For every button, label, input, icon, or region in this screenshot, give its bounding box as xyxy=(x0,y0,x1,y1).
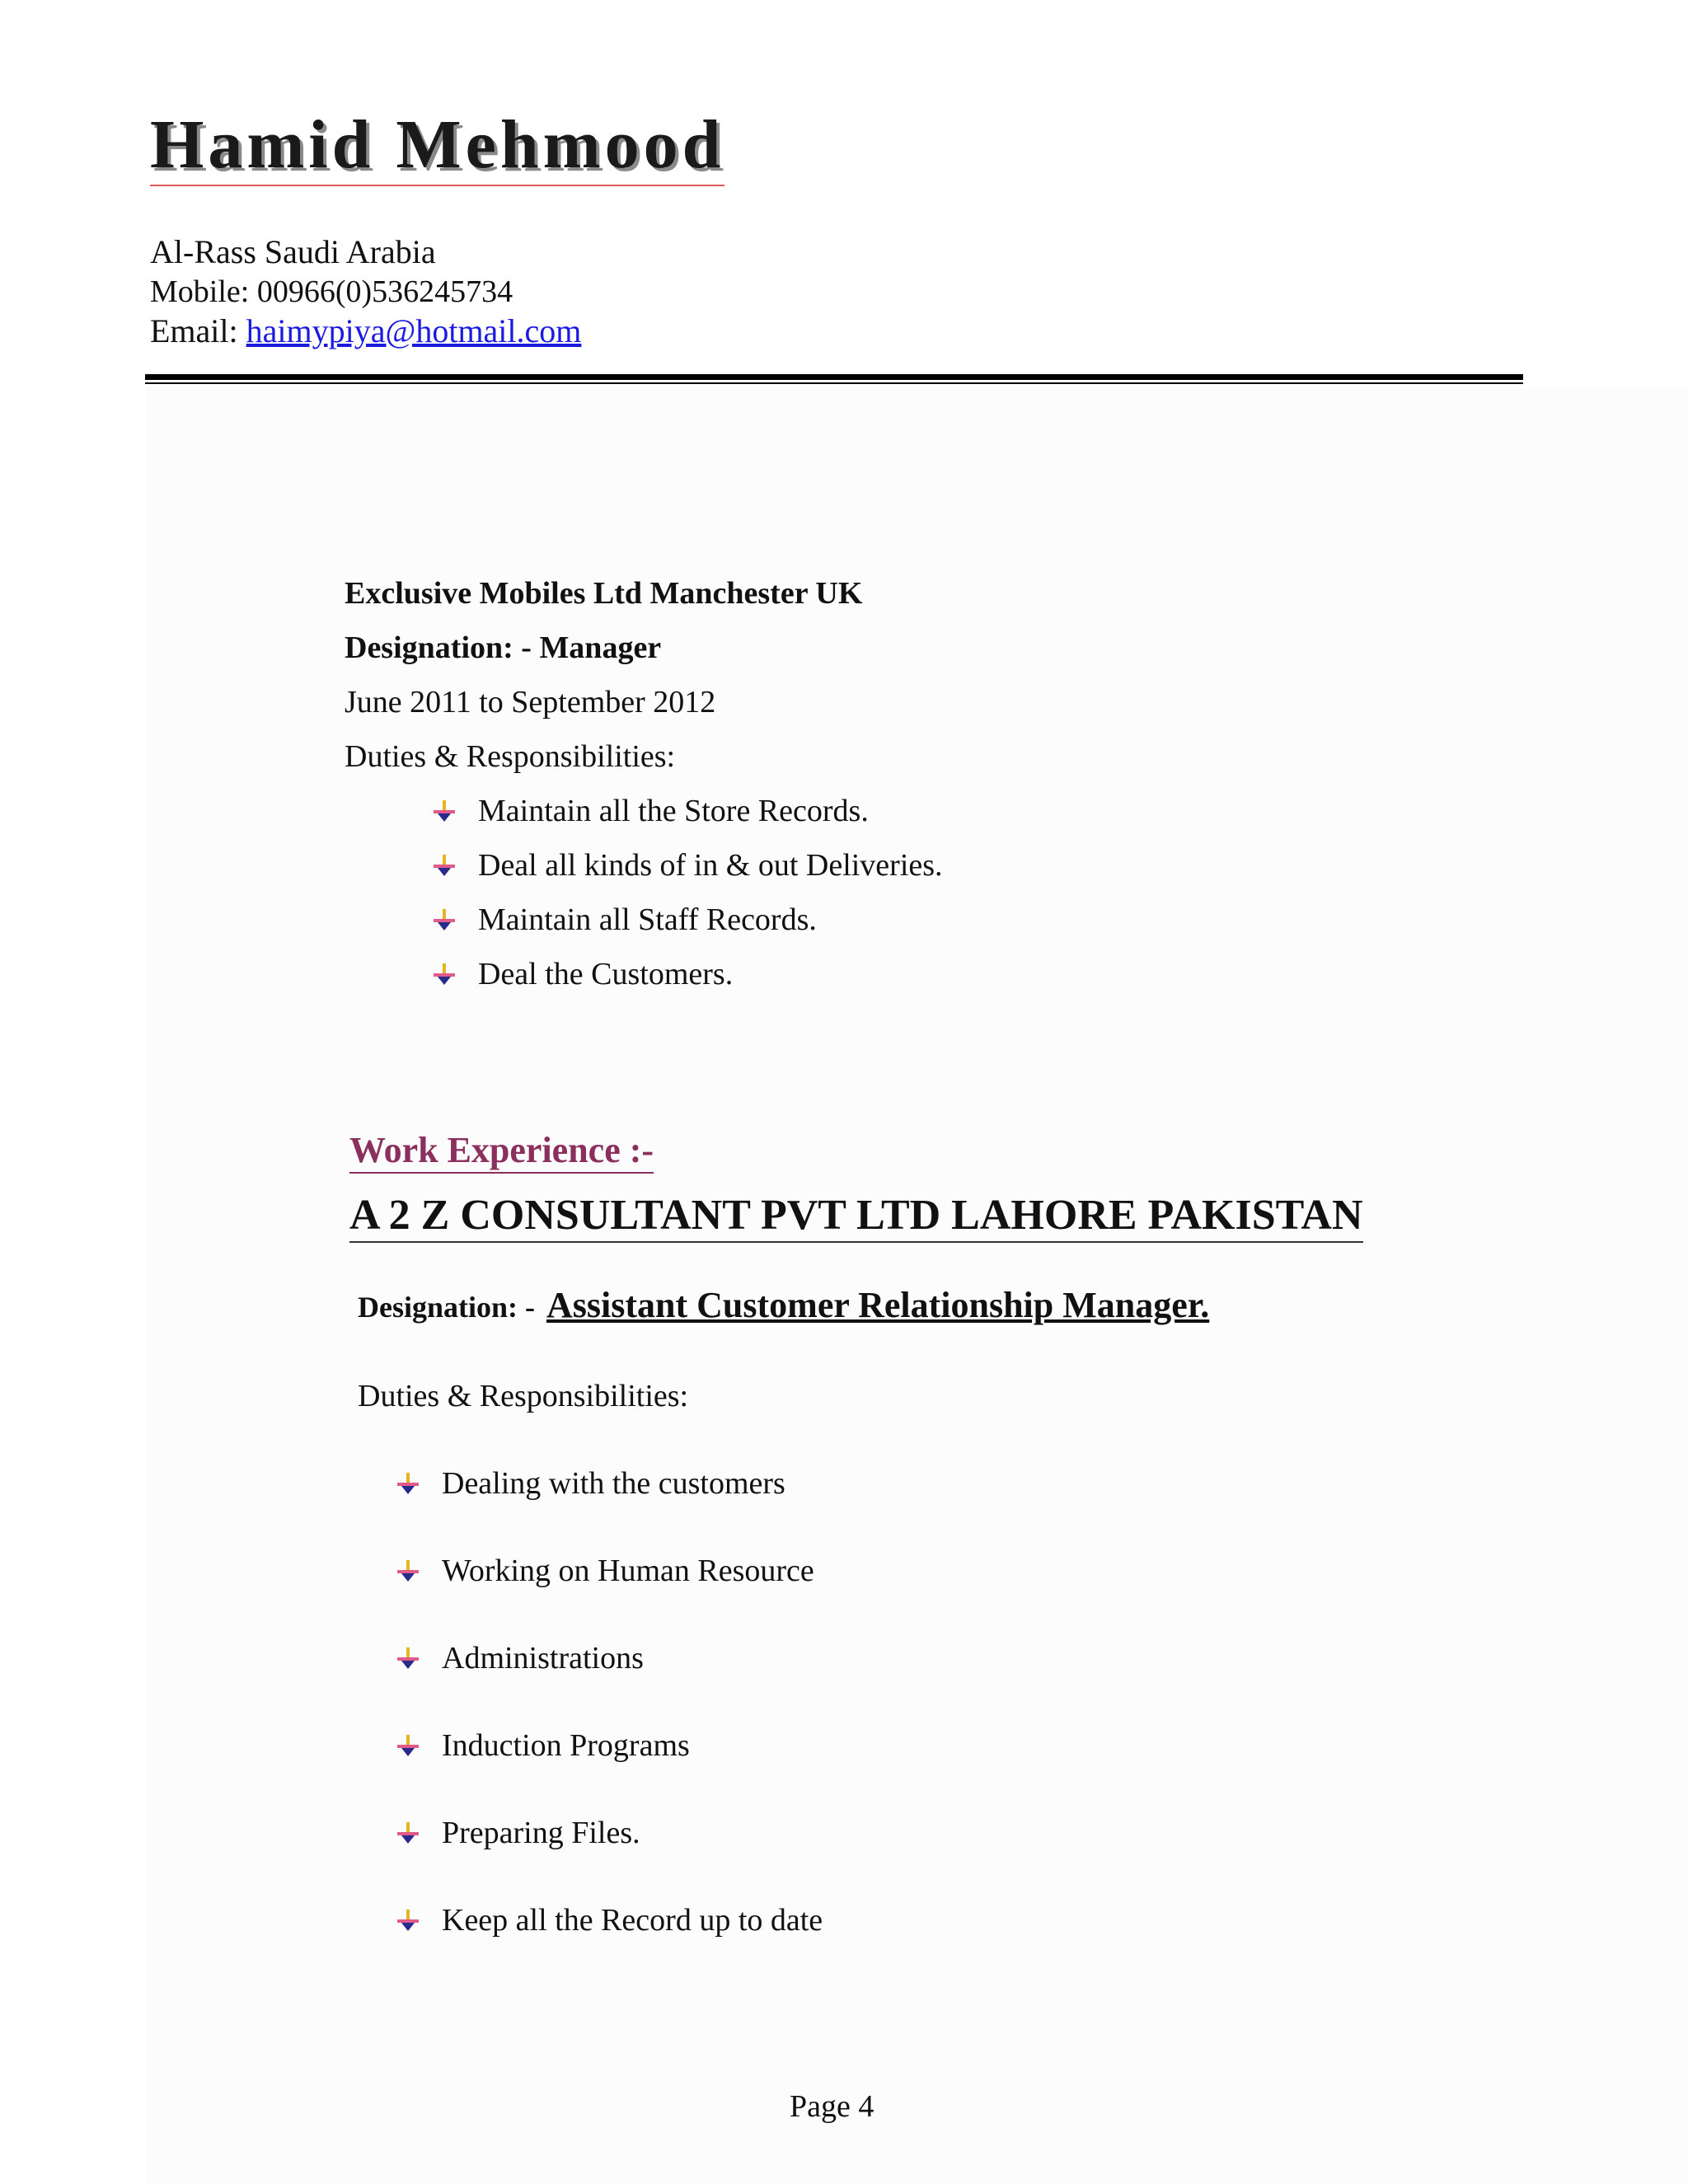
job1-period: June 2011 to September 2012 xyxy=(345,685,716,719)
list-item xyxy=(396,1902,823,1938)
list-item xyxy=(432,902,817,938)
list-item-text: Deal all kinds of in & out Deliveries. xyxy=(478,848,943,883)
arrow-bullet-icon xyxy=(432,907,457,932)
contact-mobile: Mobile: 00966(0)536245734 xyxy=(150,274,513,309)
list-item-text: Working on Human Resource xyxy=(442,1554,814,1588)
list-item xyxy=(432,847,943,883)
job2-designation xyxy=(358,1284,1209,1326)
header-divider-thin xyxy=(145,382,1523,384)
arrow-bullet-icon xyxy=(396,1821,420,1845)
email-label: Email: xyxy=(150,312,246,349)
job2-designation-value: Assistant Customer Relationship Manager. xyxy=(546,1285,1210,1325)
arrow-bullet-icon xyxy=(432,962,457,987)
list-item-text: Administrations xyxy=(442,1641,644,1675)
list-item xyxy=(396,1640,644,1676)
arrow-bullet-icon xyxy=(396,1908,420,1933)
list-item xyxy=(396,1815,640,1851)
list-item-text: Keep all the Record up to date xyxy=(442,1903,823,1938)
job1-duties-heading: Duties & Responsibilities: xyxy=(345,739,676,774)
header-divider xyxy=(145,374,1523,380)
arrow-bullet-icon xyxy=(396,1471,420,1496)
list-item-text: Maintain all Staff Records. xyxy=(478,902,817,937)
job2-duties-heading: Duties & Responsibilities: xyxy=(358,1379,689,1413)
list-item xyxy=(396,1727,690,1764)
list-item xyxy=(432,793,869,829)
page-number: Page 4 xyxy=(790,2089,874,2124)
contact-email xyxy=(150,313,581,349)
list-item-text: Maintain all the Store Records. xyxy=(478,794,869,828)
list-item-text: Induction Programs xyxy=(442,1728,690,1763)
list-item xyxy=(396,1553,814,1589)
arrow-bullet-icon xyxy=(396,1733,420,1758)
job2-designation-label: Designation: - xyxy=(358,1291,535,1324)
contact-address: Al-Rass Saudi Arabia xyxy=(150,233,436,270)
job1-company: Exclusive Mobiles Ltd Manchester UK xyxy=(345,576,863,611)
arrow-bullet-icon xyxy=(432,799,457,823)
work-experience-title: Work Experience :- xyxy=(349,1129,654,1174)
list-item xyxy=(396,1465,785,1502)
list-item-text: Preparing Files. xyxy=(442,1816,640,1850)
list-item-text: Dealing with the customers xyxy=(442,1466,785,1501)
list-item xyxy=(432,956,733,992)
candidate-name: Hamid Mehmood xyxy=(150,107,724,186)
arrow-bullet-icon xyxy=(432,853,457,878)
job2-company: A 2 Z CONSULTANT PVT LTD LAHORE PAKISTAN xyxy=(349,1190,1363,1243)
job1-designation: Designation: - Manager xyxy=(345,630,662,665)
arrow-bullet-icon xyxy=(396,1646,420,1671)
email-link[interactable]: haimypiya@hotmail.com xyxy=(246,312,582,349)
list-item-text: Deal the Customers. xyxy=(478,957,734,991)
arrow-bullet-icon xyxy=(396,1558,420,1583)
